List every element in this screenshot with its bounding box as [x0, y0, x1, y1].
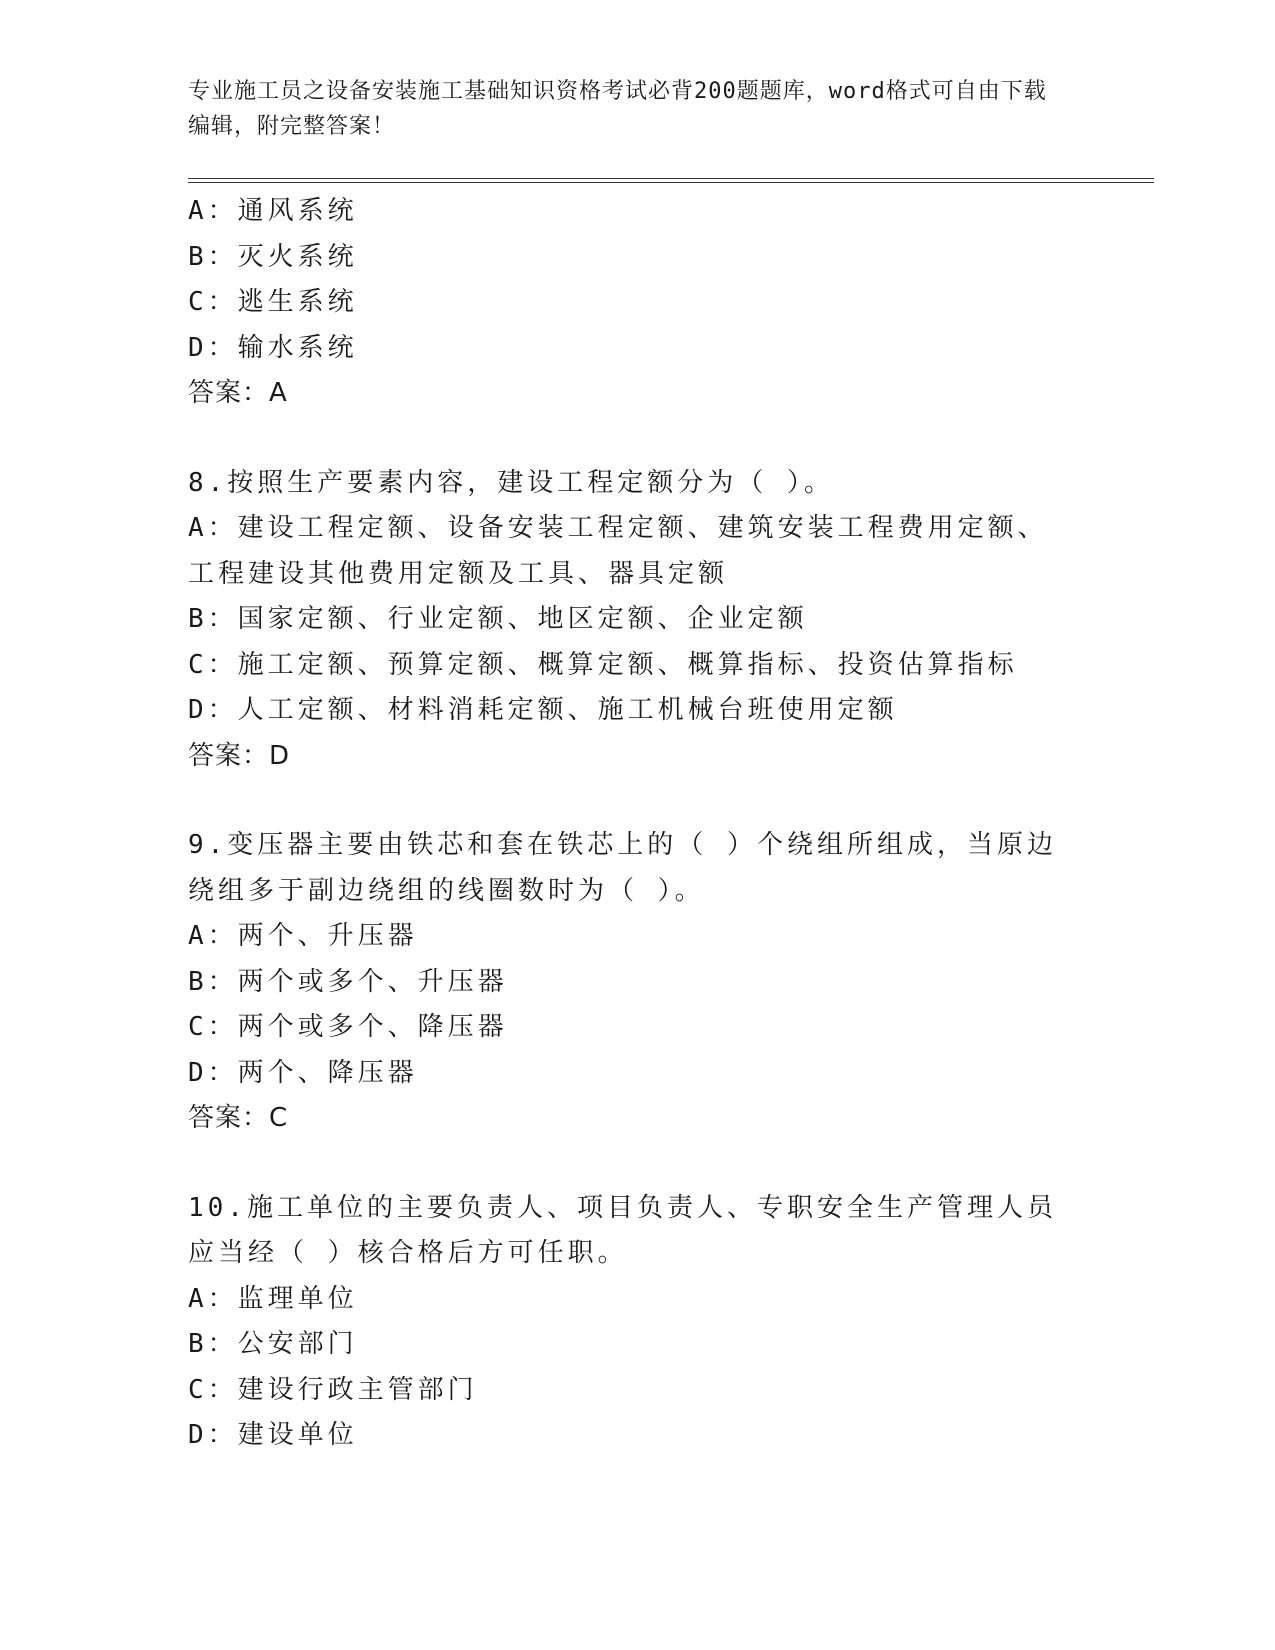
option-c: C：建设行政主管部门	[188, 1374, 478, 1405]
question-stem: 10.施工单位的主要负责人、项目负责人、专职安全生产管理人员应当经（ ）核合格后方可任职。	[188, 1192, 1057, 1268]
option-c: C：两个或多个、降压器	[188, 1012, 508, 1042]
answer-line: 答案：C	[188, 1103, 289, 1133]
option-b: B：两个或多个、升压器	[188, 966, 508, 997]
option-d: D：输水系统	[188, 332, 358, 363]
option-b: B：公安部门	[188, 1329, 358, 1359]
option-c: C：逃生系统	[188, 287, 358, 317]
option-c: C：施工定额、预算定额、概算定额、概算指标、投资估算指标	[188, 649, 1018, 680]
spacer	[188, 779, 1068, 823]
question-content	[188, 189, 1068, 1459]
option-d: D：建设单位	[188, 1420, 358, 1450]
answer-line: 答案：A	[188, 378, 288, 408]
option-a: A：通风系统	[188, 196, 358, 226]
answer-line: 答案：D	[188, 740, 291, 771]
document-header: 专业施工员之设备安装施工基础知识资格考试必背200题题库，word格式可自由下载编辑，附完整答案！	[188, 79, 1047, 139]
header-divider-secondary	[188, 182, 1154, 183]
option-a: A：监理单位	[188, 1283, 358, 1314]
option-b: B：国家定额、行业定额、地区定额、企业定额	[188, 604, 808, 634]
option-d: D：两个、降压器	[188, 1057, 418, 1088]
question-stem: 9.变压器主要由铁芯和套在铁芯上的（ ）个绕组所组成，当原边绕组多于副边绕组的线圈数时为（ ）。	[188, 830, 1057, 906]
spacer	[188, 417, 1068, 461]
spacer	[188, 1142, 1068, 1186]
option-b: B：灭火系统	[188, 241, 358, 272]
option-d: D：人工定额、材料消耗定额、施工机械台班使用定额	[188, 695, 898, 725]
header-divider	[188, 178, 1154, 179]
option-a: A：建设工程定额、设备安装工程定额、建筑安装工程费用定额、工程建设其他费用定额及工具、器具定额	[188, 513, 1048, 589]
question-stem: 8.按照生产要素内容，建设工程定额分为（ ）。	[188, 467, 834, 498]
option-a: A：两个、升压器	[188, 921, 418, 951]
document-page	[188, 0, 1088, 1650]
